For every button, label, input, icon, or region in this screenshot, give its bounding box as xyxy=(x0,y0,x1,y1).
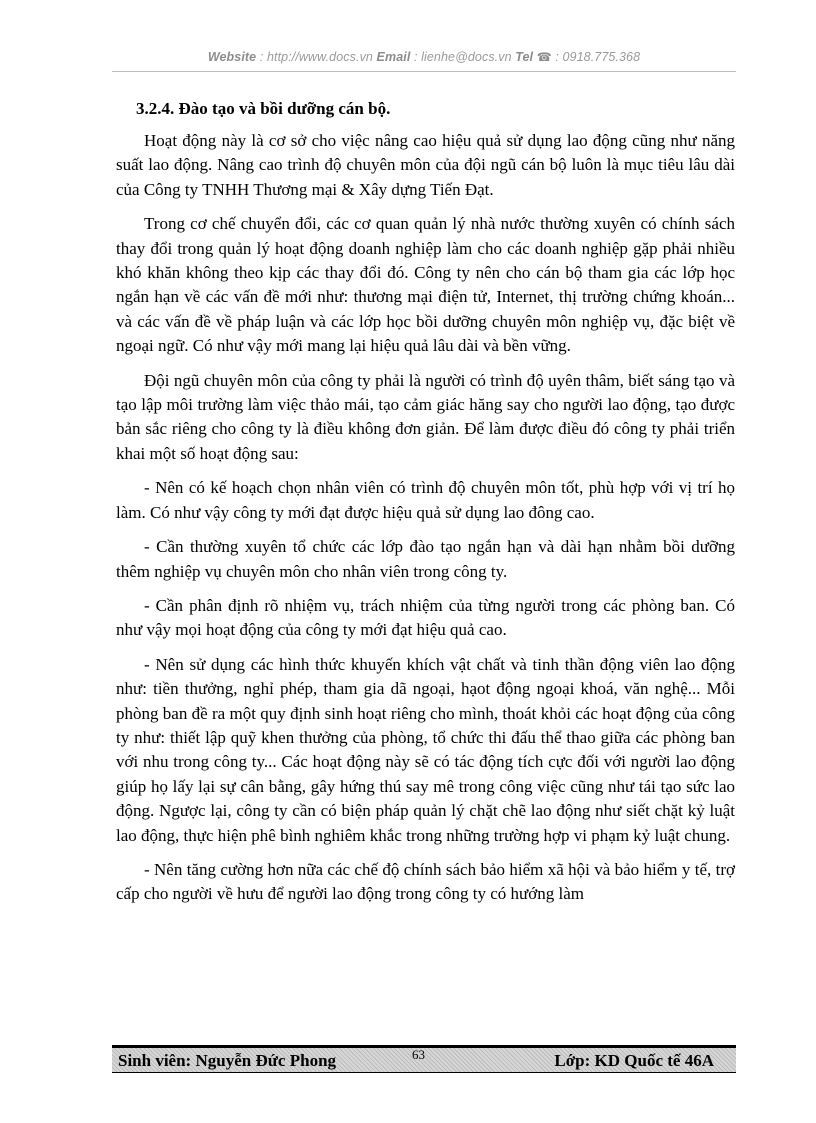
tel-number: 0918.775.368 xyxy=(562,50,641,64)
page-number: 63 xyxy=(412,1047,425,1062)
email-address: lienhe@docs.vn xyxy=(421,50,512,64)
phone-icon: ☎ xyxy=(536,50,552,64)
section-title: 3.2.4. Đào tạo và bồi dưỡng cán bộ. xyxy=(136,99,391,118)
tel-label: Tel xyxy=(515,50,534,64)
website-label: Website xyxy=(207,50,257,64)
paragraph: Trong cơ chế chuyển đổi, các cơ quan quản lý nhà nước thường xuyên có chính sách thay đổi trong quản lý hoạt động doanh nghiệp làm cho các doanh nghiệp gặp phải nhiều khó khăn không theo kịp các thay đổi đó. Công ty nên cho cán bộ tham gia các lớp học ngắn hạn về các vấn đề mới như: thương mại điện tử, Internet, thị trường chứng khoán... và các vấn đề về pháp luận và các lớp học bồi dưỡng chuyên môn nghiệp vụ, đặc biệt về ngoại ngữ. Có như vậy mới mang lại hiệu quả lâu dài và bền vững. xyxy=(116,214,735,356)
page-footer xyxy=(112,1045,736,1073)
website-url: http://www.docs.vn xyxy=(266,50,373,64)
list-item: - Nên tăng cường hơn nữa các chế độ chính sách bảo hiểm xã hội và bảo hiểm y tế, trợ cấp cho người về hưu để người lao động trong công ty có hướng làm xyxy=(116,859,735,904)
list-item: - Nên có kế hoạch chọn nhân viên có trình độ chuyên môn tốt, phù hợp với vị trí họ làm. Có như vậy công ty mới đạt được hiệu quả sử dụng lao đông cao. xyxy=(116,478,735,522)
class-label: Lớp: KD Quốc tế 46A xyxy=(554,1051,714,1070)
list-item: - Cần thường xuyên tổ chức các lớp đào tạo ngắn hạn và dài hạn nhằm bồi dưỡng thêm nghiệp vụ chuyên môn cho nhân viên trong công ty. xyxy=(116,537,735,581)
paragraph: Đội ngũ chuyên môn của công ty phải là người có trình độ uyên thâm, biết sáng tạo và tạo lập môi trường làm việc thảo mái, tạo cảm giác hăng say cho người lao động, tạo được bản sắc riêng cho công ty là điều không đơn giản. Để làm được điều đó công ty phải triển khai một số hoạt động sau: xyxy=(116,370,735,463)
email-label: Email xyxy=(376,50,411,64)
list-item: - Cần phân định rõ nhiệm vụ, trách nhiệm của từng người trong các phòng ban. Có như vậy mọi hoạt động của công ty mới đạt hiệu quả cao. xyxy=(116,595,735,640)
document-body xyxy=(116,97,735,917)
paragraph: Hoạt động này là cơ sở cho việc nâng cao hiệu quả sử dụng lao động cũng như năng suất lao động. Nâng cao trình độ chuyên môn của đội ngũ cán bộ luôn là mục tiêu lâu dài của Công ty TNHH Thương mại & Xây dựng Tiến Đạt. xyxy=(116,131,735,199)
page-header: Website : http://www.docs.vn Email : lienhe@docs.vn Tel ☎ : 0918.775.368 xyxy=(112,50,736,72)
student-name: Sinh viên: Nguyễn Đức Phong xyxy=(118,1051,337,1070)
list-item: - Nên sử dụng các hình thức khuyến khích vật chất và tinh thần động viên lao động như: tiền thưởng, nghỉ phép, tham gia dã ngoại, hạot động ngoại khoá, văn nghệ... Mỗi phòng ban đề ra một quy định sinh hoạt riêng cho mình, thoát khỏi các hoạt động của công ty như: thiết lập quỹ khen thưởng của phòng, tổ chức thi đấu thể thao giữa các phòng ban với nhu trong công ty... Các hoạt động này sẽ có tác động tích cực đối với người lao động giúp họ lấy lại sự cân bằng, gây hứng thú say mê trong công việc cũng như tái tạo sức lao động. Ngược lại, công ty cần có biện pháp quản lý chặt chẽ lao động như siết chặt kỷ luật lao động, thực hiện phê bình nghiêm khắc trong những trường hợp vi phạm kỷ luật chung. xyxy=(116,654,735,845)
